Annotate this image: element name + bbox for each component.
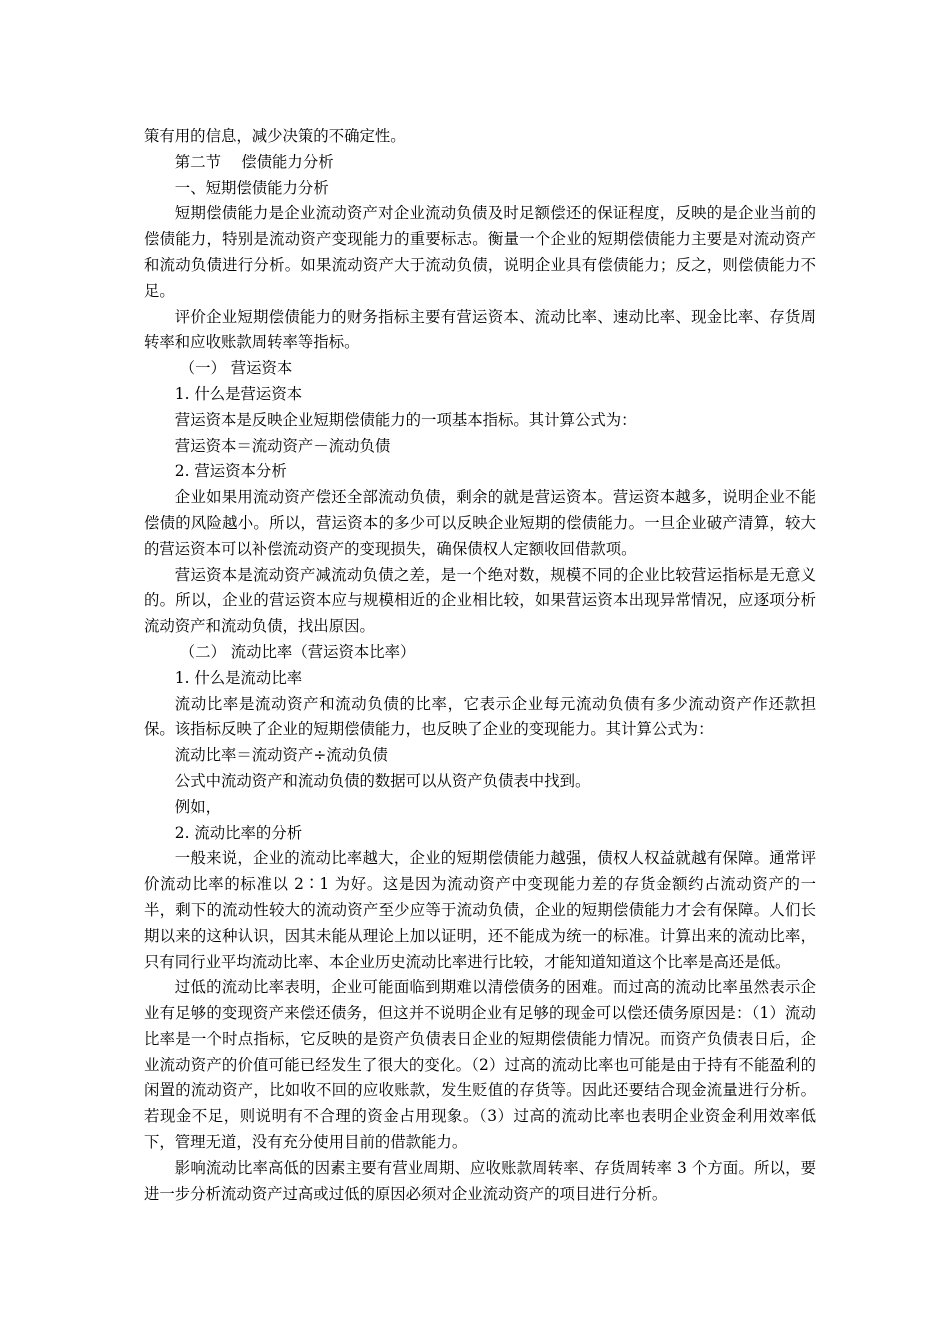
formula: 流动比率＝流动资产÷流动负债 [174,746,388,765]
numbered-heading: 2. 营运资本分析 [174,462,287,481]
formula: 营运资本＝流动资产－流动负债 [174,436,391,455]
paragraph: 例如， [174,797,221,816]
paragraph: 过低的流动比率表明，企业可能面临到期难以清偿债务的困难。而过高的流动比率虽然表示企业有足够的变现资产来偿还债务，但这并不说明企业有足够的现金可以偿还债务原因是：（1）流动比率是一个时点指标，它反映的是资产负债表日企业的短期偿债能力情况。而资产负债表日后，企业流动资产的价值可能已经发生了很大的变化。（2）过高的流动比率也可能是由于持有不能盈利的闲置的流动资产，比如收不回的应收账款，发生贬值的存货等。因此还要结合现金流量进行分析。若现金不足，则说明有不合理的资金占用现象。（3）过高的流动比率也表明企业资金利用效率低下，管理无道，没有充分使用目前的借款能力。 [144,978,816,1152]
paragraph: 营运资本是流动资产减流动负债之差，是一个绝对数，规模不同的企业比较营运指标是无意义的。所以，企业的营运资本应与规模相近的企业相比较，如果营运资本出现异常情况，应逐项分析流动资产和流动负债，找出原因。 [144,565,816,636]
paragraph: 流动比率是流动资产和流动负债的比率，它表示企业每元流动负债有多少流动资产作还款担保。该指标反映了企业的短期偿债能力，也反映了企业的变现能力。其计算公式为： [144,694,816,739]
document-page [144,124,816,1207]
paragraph: 营运资本是反映企业短期偿债能力的一项基本指标。其计算公式为： [174,410,637,429]
numbered-heading: 1. 什么是营运资本 [174,384,303,403]
numbered-heading: 1. 什么是流动比率 [174,668,303,687]
paragraph: 影响流动比率高低的因素主要有营业周期、应收账款周转率、存货周转率 3 个方面。所以，要进一步分析流动资产过高或过低的原因必须对企业流动资产的项目进行分析。 [144,1158,816,1203]
paragraph-continuation: 策有用的信息，减少决策的不确定性。 [144,127,406,145]
item-heading: （一） 营运资本 [174,359,293,378]
item-heading: （二） 流动比率（营运资本比率） [174,642,416,661]
paragraph: 短期偿债能力是企业流动资产对企业流动负债及时足额偿还的保证程度，反映的是企业当前的偿债能力，特别是流动资产变现能力的重要标志。衡量一个企业的短期偿债能力主要是对流动资产和流动负债进行分析。如果流动资产大于流动负债，说明企业具有偿债能力；反之，则偿债能力不足。 [144,204,816,300]
paragraph: 评价企业短期偿债能力的财务指标主要有营运资本、流动比率、速动比率、现金比率、存货周转率和应收账款周转率等指标。 [144,307,816,352]
subsection-heading: 一、短期偿债能力分析 [174,178,329,197]
numbered-heading: 2. 流动比率的分析 [174,823,303,842]
section-heading: 第二节 偿债能力分析 [174,152,334,171]
paragraph: 公式中流动资产和流动负债的数据可以从资产负债表中找到。 [174,771,591,790]
paragraph: 一般来说，企业的流动比率越大，企业的短期偿债能力越强，债权人权益就越有保障。通常评价流动比率的标准以 2∶1 为好。这是因为流动资产中变现能力差的存货金额约占流动资产的一半，剩下的流动性较大的流动资产至少应等于流动负债，企业的短期偿债能力才会有保障。人们长期以来的这种认识，因其未能从理论上加以证明，还不能成为统一的标准。计算出来的流动比率，只有同行业平均流动比率、本企业历史流动比率进行比较，才能知道知道这个比率是高还是低。 [144,849,816,971]
paragraph: 企业如果用流动资产偿还全部流动负债，剩余的就是营运资本。营运资本越多，说明企业不能偿债的风险越小。所以，营运资本的多少可以反映企业短期的偿债能力。一旦企业破产清算，较大的营运资本可以补偿流动资产的变现损失，确保债权人定额收回借款项。 [144,488,816,558]
